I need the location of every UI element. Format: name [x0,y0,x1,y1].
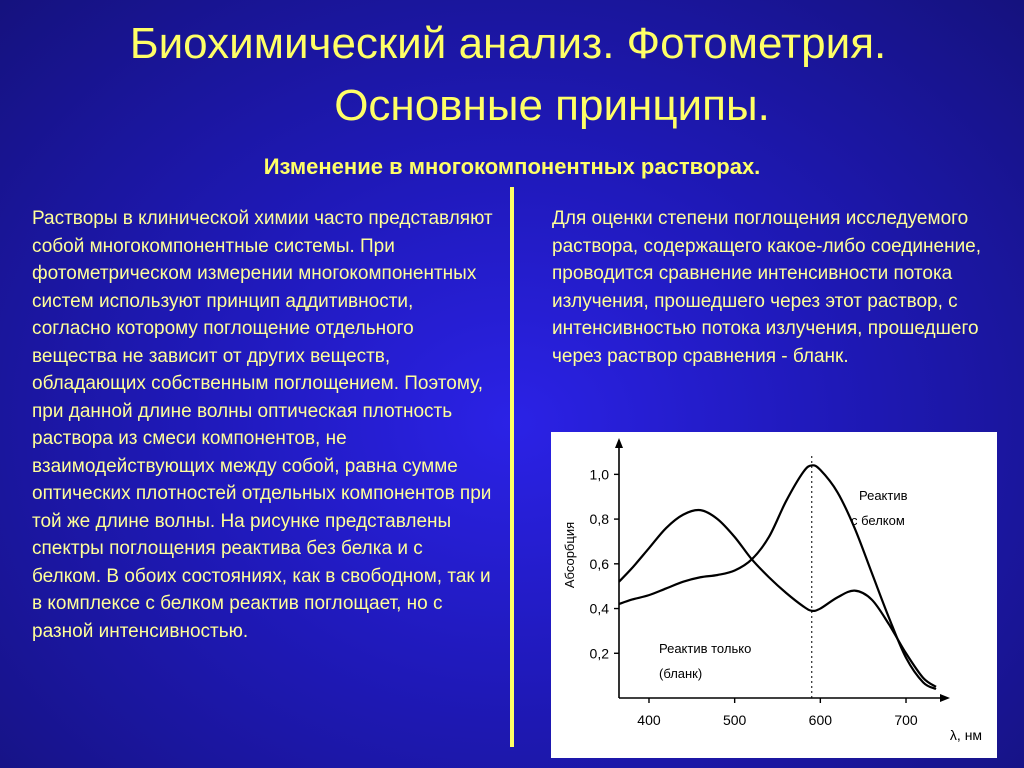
right-text-block: Для оценки степени поглощения исследуемого раствора, содержащего какое-либо соединение, проводится сравнение интенсивности потока излучения, прошедшего через этот раствор, с интенсивностью потока излучения, прошедшего через раствор сравнения - бланк. [552,208,982,367]
column-divider [510,187,514,747]
slide-title-line2: Основные принципы. [334,81,770,130]
series-label-protein-line2: с белком [851,513,905,528]
x-tick-label: 400 [637,712,661,728]
slide-subtitle: Изменение в многокомпонентных растворах. [263,154,761,179]
x-tick-label: 700 [894,712,918,728]
y-axis-arrow [615,438,623,448]
series-label-blank-line2: (бланк) [659,666,703,681]
x-tick-label: 600 [808,712,833,728]
x-axis-label: λ, нм [949,727,983,743]
y-tick-label: 0,6 [589,555,609,572]
series-label-blank-line1: Реактив только [659,641,752,656]
y-tick-label: 1,0 [589,466,609,483]
absorption-chart [551,432,997,758]
x-axis-arrow [940,694,950,702]
absorption-chart-svg [551,432,997,758]
y-tick-label: 0,2 [589,645,609,662]
y-tick-label: 0,4 [589,600,609,617]
y-axis-label: Абсорбция [562,521,577,589]
series-label-protein-line1: Реактив [859,488,908,503]
y-tick-label: 0,8 [589,511,609,528]
series-line-blank [619,510,936,687]
left-text-block: Растворы в клинической химии часто представляют собой многокомпонентные системы. При фотометрическом измерении многокомпонентных систем используют принцип аддитивности, согласно которому поглощение отдельного вещества не зависит от других веществ, обладающих собственным поглощением. Поэтому, при данной длине волны оптическая плотность раствора из смеси компонентов, не взаимодействующих между собой, равна сумме оптических плотностей отдельных компонентов при той же длине волны. На рисунке представлены спектры поглощения реактива без белка и с белком. В обоих состояниях, как в свободном, так и в комплексе с белком реактив поглощает, но с разной интенсивностью. [32,208,493,642]
slide-title-line1: Биохимический анализ. Фотометрия. [129,19,887,68]
x-tick-label: 500 [722,712,747,728]
